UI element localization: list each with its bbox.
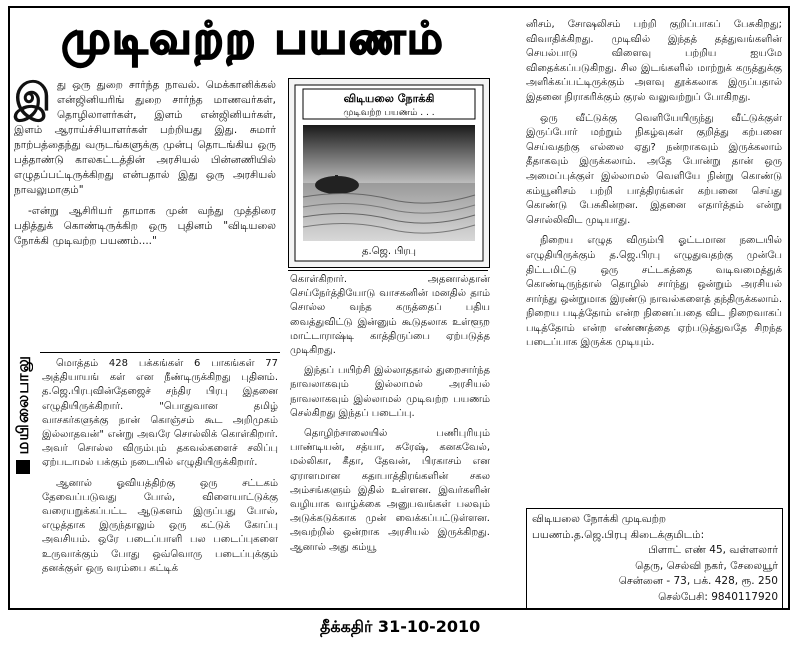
book-cover-graphic bbox=[289, 79, 489, 267]
info-line-4: தெரு, செல்வி நகர், சேலையூர் bbox=[635, 559, 778, 572]
dropcap: இ bbox=[14, 75, 51, 119]
col2-paragraph-3: தொழிற்சாலையில் பணிபுரியும் பாண்டியன், சத்யா, சுரேஷ், கனகவேல், மல்லிகா, கீதா, தேவன், பிரகாசம் என ஏராளமான கதாபாத்திரங்களின் சகல அம்சங்களும் இதில் உள்ளன. இவர்களின் வழியாக வாழ்க்கை அனுபவங்கள் பலவும் அடுக்கடுக்காக முன் வைக்கப்பட்டுள்ளன. அவற்றில் ஒன்றாக அரசியல் இருக்கிறது. ஆனால் அது கம்யூ bbox=[290, 428, 490, 553]
col3-paragraph-2: ஒரு வீட்டுக்கு வெளியேயிருந்து வீட்டுக்குள் இருப்போர் மற்றும் நிகழ்வுகள் குறித்து கற்பனை செய்வதற்கு எல்லை ஏது? நன்றாகவும் இருக்கலாம் தீதாகவும் இருக்கலாம். அதே போன்று தான் ஒரு அமைப்புக்குள் இல்லாமல் வெளியே நின்று கொண்டு கம்யூனிசம் பற்றி பாத்திரங்கள் கற்பனை செய்து கொண்டு பேசுகின்றன. இதனை எதார்த்தம் என்று சொல்லிவிட முடியாது. bbox=[526, 112, 782, 226]
byline: மயிலைபாலு bbox=[13, 355, 32, 455]
book-subtitle: முடிவற்ற பயணம் . . . bbox=[343, 108, 435, 118]
column-2 bbox=[290, 273, 490, 561]
col2-paragraph-1: கொள்கிறார். அதனால்தான் செய்நேர்த்தியோடு வாசகனின் மனதில் தாம் சொல்ல வந்த கருத்தைப் பதிய வைத்துவிட்டு இன்னும் கூடுதலாக உள்ளூற மாட்டாராஷ்டி காத்திருப்பை ஏற்படுத்த முடிகிறது. bbox=[290, 274, 490, 357]
col2-paragraph-2: இந்தப் பயிற்சி இல்லாததால் துறைசார்ந்த நாவலாகவும் இல்லாமல் அரசியல் நாவலாகவும் இல்லாமல் முடிவற்ற பயணம் செல்கிறது இந்தப் படைப்பு. bbox=[290, 365, 490, 419]
byline-square bbox=[16, 460, 30, 474]
col3-paragraph-3: நிறைய எழுத விரும்பி ஓட்டமான நடையில் எழுதியிருக்கும் த.ஜெ.பிரபு எழுதுவதற்கு முன்பே திட்டமிட்டு ஒரு சட்டகத்தை வடிவமைத்துக் கொண்டிருந்தால் தொழில் சார்ந்து ஒன்றும் அரசியல் சார்ந்து ஒன்றுமாக இரண்டு நாவல்களைத் தந்திருக்கலாம். நிறைய படித்தோம் என்ற நினைப்பதை விட நிறைவாகப் படித்தோம் என்ற எண்ணத்தை ஏற்படுத்துவதே சிறந்த படைப்பாக இருக்க முடியும். bbox=[526, 235, 782, 349]
byline-bar bbox=[12, 355, 34, 605]
col1-paragraph-1: இது ஒரு துறை சார்ந்த நாவல். மெக்கானிக்கல் என்ஜினியரிங் துறை சார்ந்த மாணவர்கள், தொழிலாளர்கள், இளம் என்ஜினியர்கள், இளம் ஆராய்ச்சியாளர்கள் பற்றியது இது. சுமார் நாற்பத்தைந்து வருடங்களுக்கு முன்பு தொடங்கிய ஒரு பத்தாண்டு காலகட்டத்தின் அரசியல் பின்னணியில் எழுதப்பட்டிருக்கிறது என்பதால் இது ஒரு அரசியல் நாவலுமாகும்" bbox=[14, 75, 276, 196]
book-cover-image bbox=[288, 78, 490, 268]
column-1-lower bbox=[42, 357, 278, 582]
info-line-6: செல்பேசி: 9840117920 bbox=[658, 590, 778, 603]
col1-separator bbox=[40, 352, 280, 353]
book-author: த.ஜெ. பிரபு bbox=[362, 246, 416, 257]
info-line-1: விடியலை நோக்கி முடிவற்ற bbox=[532, 513, 666, 525]
info-line-3: பிளாட் எண் 45, வள்ளலார் bbox=[648, 544, 778, 556]
col1-paragraph-3: மொத்தம் 428 பக்கங்கள் 6 பாகங்கள் 77 அத்தியாயங் கள் என நீண்டிருக்கிறது புதினம். த.ஜெ.பிரபுவின்தேஜைச் சந்திர பிரபு இதனை எழுதியிருக்கிறார். "பொதுவான தமிழ் வாசகர்களுக்கு நான் கொஞ்சம் கூட அறிமுகம் இல்லாதவன்" என்று அவரே சொல்லிக் கொள்கிறார். அவர் சொல்ல விரும்பும் தகவல்களைச் சலிப்பு ஏற்படாமல் பக்கும் நடையில் எழுதியிருக்கிறார். bbox=[42, 358, 278, 469]
publication-footer: தீக்கதிர் 31-10-2010 bbox=[320, 617, 481, 636]
col1-paragraph-4: ஆனால் ஓவியத்திற்கு ஒரு சட்டகம் தேவைப்படுவது போல், விளையாட்டுக்கு வரையறுக்கப்பட்ட ஆடுகளம் இருப்பது போல், எழுத்தாக இருந்தாலும் ஒரு கட்டுக் கோப்பு அவசியம். ஒரே படைப்பாளி பல படைப்புகளை உருவாக்கும் போது ஒவ்வொரு படைப்புக்கும் தனக்குள் ஒரு வரம்பை கட்டிக் bbox=[42, 477, 278, 574]
headline-box bbox=[18, 10, 488, 72]
info-line-5: சென்னை - 73, பக். 428, ரூ. 250 bbox=[618, 575, 778, 587]
book-title: விடியலை நோக்கி bbox=[343, 92, 435, 105]
book-info bbox=[532, 512, 778, 605]
info-line-2: பயணம்.த.ஜெ.பிரபு கிடைக்குமிடம்: bbox=[532, 528, 705, 541]
column-1 bbox=[14, 75, 276, 255]
headline: முடிவற்ற பயணம் bbox=[61, 12, 445, 64]
col3-paragraph-1: னிசம், சோஷலிசம் பற்றி குறிப்பாகப் பேசுகிறது; விவாதிக்கிறது. முடிவில் இந்தத் தத்துவங்களின் செயல்பாடு விளைவு பற்றிய ஐயமே விதைக்கப்படுகிறது. சில இடங்களில் மாற்றுக் கருத்துக்கு அளிக்கப்பட்டிருக்கும் அளவு தூக்கலாக இருப்பதால் இதனை நிராகரிக்கும் குரல் வலுவற்றுப் போகிறது. bbox=[526, 19, 782, 103]
col1-paragraph-2: -என்று ஆசிரியர் தாமாக முன் வந்து முத்திரை பதித்துக் கொண்டிருக்கிற ஒரு புதினம் "விடியலை நோக்கி முடிவற்ற பயணம்...." bbox=[14, 205, 276, 247]
column-3 bbox=[526, 18, 782, 357]
col2-separator bbox=[288, 270, 488, 271]
